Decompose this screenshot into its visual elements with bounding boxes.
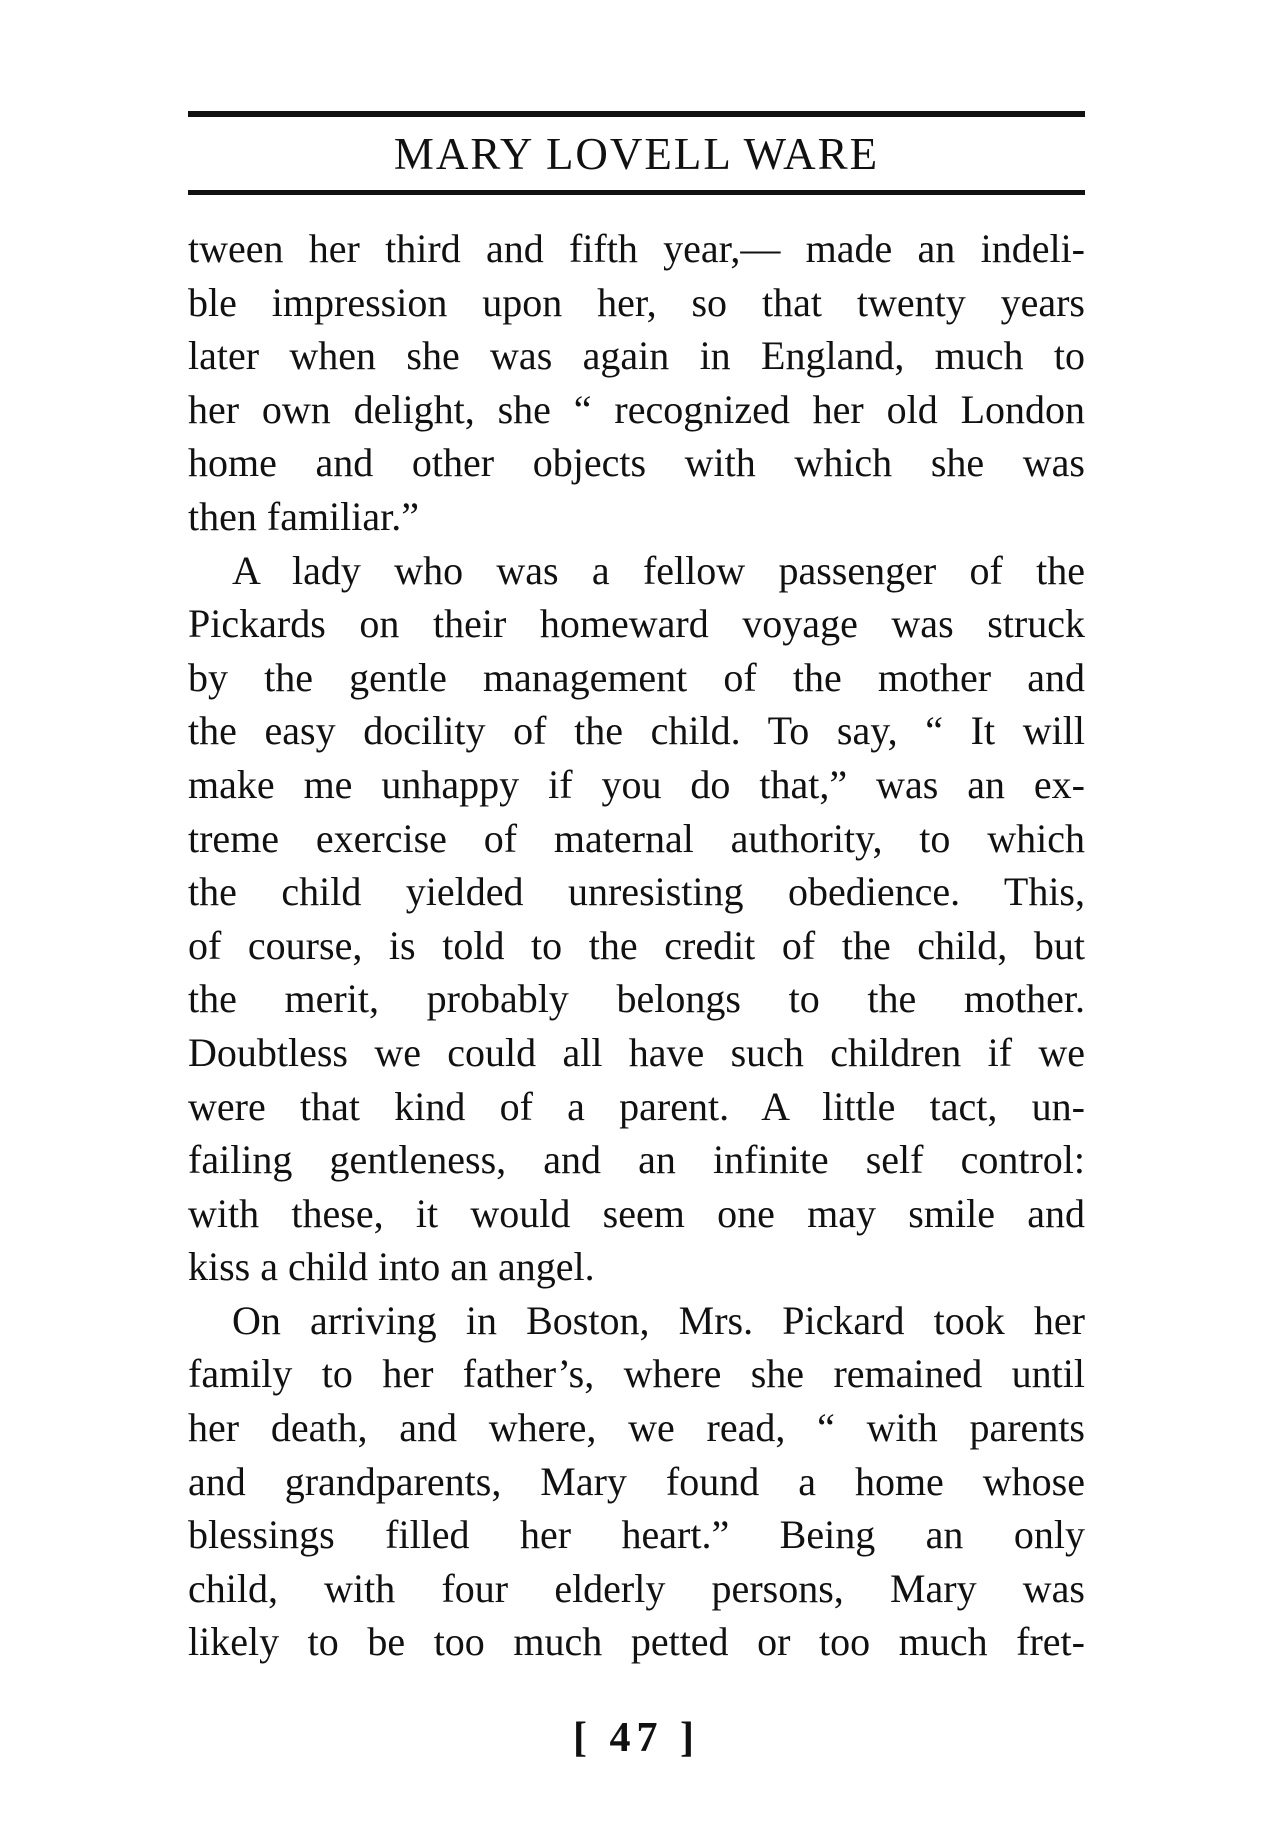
text-line: blessings filled her heart.” Being an only bbox=[188, 1512, 1085, 1558]
text-line: and grandparents, Mary found a home whose bbox=[188, 1458, 1085, 1504]
text-line: the child yielded unresisting obedience. This, bbox=[188, 869, 1085, 915]
text-line: child, with four elderly persons, Mary was bbox=[188, 1565, 1085, 1611]
text-line: A lady who was a fellow passenger of the bbox=[232, 547, 1085, 593]
text-line: tween her third and fifth year,— made an indeli- bbox=[188, 226, 1085, 271]
text-line: home and other objects with which she was bbox=[188, 440, 1085, 486]
text-line: with these, it would seem one may smile and bbox=[188, 1190, 1085, 1236]
paragraph-1 bbox=[188, 222, 1085, 544]
text-line: then familiar.” bbox=[188, 493, 420, 539]
paragraph-2 bbox=[188, 544, 1085, 1294]
text-line: Pickards on their homeward voyage was struck bbox=[188, 601, 1085, 647]
text-line: the easy docility of the child. To say, “ It will bbox=[188, 708, 1085, 754]
text-line: treme exercise of maternal authority, to which bbox=[188, 815, 1085, 861]
page-number: [ 47 ] bbox=[573, 1715, 700, 1761]
text-line: the merit, probably belongs to the mother. bbox=[188, 976, 1085, 1022]
header-rule-bottom bbox=[188, 190, 1085, 195]
text-line: of course, is told to the credit of the child, but bbox=[188, 922, 1085, 968]
text-line: her death, and where, we read, “ with parents bbox=[188, 1405, 1085, 1451]
running-head: MARY LOVELL WARE bbox=[393, 129, 880, 179]
text-line: On arriving in Boston, Mrs. Pickard took her bbox=[232, 1297, 1085, 1343]
text-line: likely to be too much petted or too much fret- bbox=[188, 1619, 1085, 1665]
text-line: her own delight, she “ recognized her old London bbox=[188, 386, 1085, 432]
paragraph-3 bbox=[188, 1294, 1085, 1669]
text-line: were that kind of a parent. A little tact, un- bbox=[188, 1083, 1085, 1129]
body-text bbox=[188, 222, 1085, 1669]
text-line: by the gentle management of the mother and bbox=[188, 654, 1085, 700]
text-line: Doubtless we could all have such children if we bbox=[188, 1029, 1085, 1075]
text-line: make me unhappy if you do that,” was an ex- bbox=[188, 761, 1085, 807]
text-line: ble impression upon her, so that twenty years bbox=[188, 279, 1085, 325]
text-line: later when she was again in England, much to bbox=[188, 333, 1085, 379]
header-rule-top bbox=[188, 111, 1085, 117]
text-line: failing gentleness, and an infinite self control: bbox=[188, 1137, 1085, 1183]
text-line: family to her father’s, where she remained until bbox=[188, 1351, 1085, 1397]
text-line: kiss a child into an angel. bbox=[188, 1244, 595, 1290]
